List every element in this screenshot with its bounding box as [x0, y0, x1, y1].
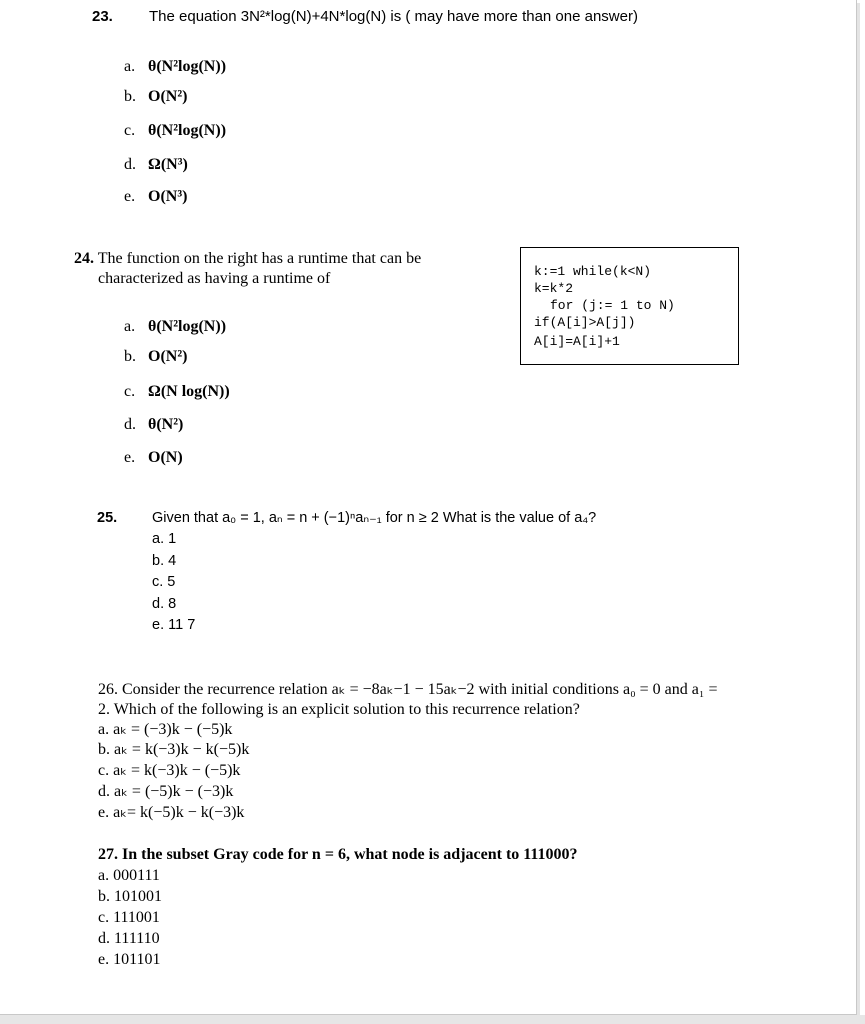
- code-line-2: k=k*2: [534, 281, 574, 296]
- option-value: O(N³): [148, 188, 188, 205]
- code-line-1: k:=1 while(k<N): [534, 264, 652, 279]
- option-letter: e.: [124, 449, 136, 466]
- option-value: Ω(N³): [148, 156, 188, 173]
- code-line-4: if(A[i]>A[j]): [534, 315, 636, 330]
- q23-number: 23.: [92, 8, 113, 25]
- option-letter: a.: [124, 58, 136, 75]
- option-value: θ(N²): [148, 416, 184, 433]
- option-letter: c.: [124, 122, 136, 139]
- q27-option-a: a. 000111: [98, 867, 160, 884]
- option-letter: d.: [124, 416, 136, 433]
- q25-option-d: d. 8: [152, 596, 177, 612]
- q25-number: 25.: [97, 510, 118, 526]
- q25-option-c: c. 5: [152, 574, 176, 590]
- option-value: θ(N²log(N)): [148, 58, 227, 75]
- code-line-3: for (j:= 1 to N): [550, 298, 675, 313]
- page-bottom-shadow: [0, 1015, 865, 1024]
- q24-number: 24.: [74, 250, 94, 267]
- option-value: θ(N²log(N)): [148, 318, 227, 335]
- q26-option-e: e. aₖ= k(−5)k − k(−3)k: [98, 804, 245, 821]
- option-letter: e.: [124, 188, 136, 205]
- option-value: O(N²): [148, 88, 188, 105]
- q23-option-e: [124, 188, 187, 206]
- q27-option-c: c. 111001: [98, 909, 160, 926]
- q24-option-a: [124, 318, 226, 336]
- q26-option-b: b. aₖ = k(−3)k − k(−5)k: [98, 741, 250, 758]
- option-value: O(N²): [148, 348, 188, 365]
- q23-option-c: [124, 122, 226, 140]
- q27-option-b: b. 101001: [98, 888, 162, 905]
- q26-option-c: c. aₖ = k(−3)k − (−5)k: [98, 762, 241, 779]
- q24-option-b: [124, 348, 187, 366]
- q24-line1: The function on the right has a runtime that can be: [97, 250, 422, 267]
- q27-text: 27. In the subset Gray code for n = 6, what node is adjacent to 111000?: [98, 846, 578, 863]
- option-value: Ω(N log(N)): [148, 383, 230, 400]
- option-letter: d.: [124, 156, 136, 173]
- option-letter: a.: [124, 318, 136, 335]
- q24-option-c: [124, 383, 230, 401]
- q25-option-e: e. 11 7: [152, 617, 196, 633]
- q27-option-e: e. 101101: [98, 951, 161, 968]
- q24-prompt: [74, 249, 421, 289]
- q25-option-a: a. 1: [152, 531, 177, 547]
- q23-option-b: [124, 88, 187, 106]
- q26-line1: 26. Consider the recurrence relation aₖ = −8aₖ−1 − 15aₖ−2 with initial conditions a₀ = 0 and a₁ =: [98, 681, 718, 698]
- q24-option-e: [124, 449, 183, 467]
- q25-text: Given that a₀ = 1, aₙ = n + (−1)ⁿaₙ₋₁ for n ≥ 2 What is the value of a₄?: [152, 510, 597, 526]
- q27-option-d: d. 111110: [98, 930, 160, 947]
- option-letter: b.: [124, 88, 136, 105]
- q24-option-d: [124, 416, 183, 434]
- q26-line2: 2. Which of the following is an explicit solution to this recurrence relation?: [98, 701, 580, 718]
- q26-option-d: d. aₖ = (−5)k − (−3)k: [98, 783, 234, 800]
- option-letter: b.: [124, 348, 136, 365]
- q25-option-b: b. 4: [152, 553, 177, 569]
- q23-option-d: [124, 156, 188, 174]
- option-value: O(N): [148, 449, 183, 466]
- option-value: θ(N²log(N)): [148, 122, 227, 139]
- q23-option-a: [124, 58, 226, 76]
- option-letter: c.: [124, 383, 136, 400]
- q24-line2: characterized as having a runtime of: [98, 270, 331, 287]
- q23-text: The equation 3N²*log(N)+4N*log(N) is ( may have more than one answer): [149, 8, 638, 25]
- q26-option-a: a. aₖ = (−3)k − (−5)k: [98, 721, 233, 738]
- code-line-5: A[i]=A[i]+1: [534, 334, 620, 349]
